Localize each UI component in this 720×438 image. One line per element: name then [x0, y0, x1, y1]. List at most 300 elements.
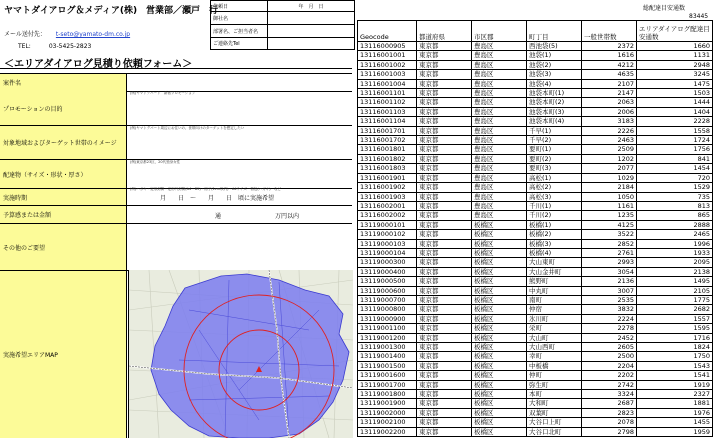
cell-district: 池袋(1) — [527, 51, 582, 60]
cell-city: 豊島区 — [472, 117, 527, 126]
row-note-purpose: (例)ヤマトデパート 新宿プロモーション — [130, 91, 196, 95]
cell-prefecture: 東京都 — [417, 258, 472, 267]
cell-delivery-estimate: 1558 — [637, 126, 713, 135]
cell-delivery-estimate: 865 — [637, 211, 713, 220]
cell-households: 2993 — [582, 258, 637, 267]
cell-prefecture: 東京都 — [417, 70, 472, 79]
cell-households: 2184 — [582, 183, 637, 192]
table-row[interactable] — [358, 399, 713, 408]
tel-number: 03-5425-2823 — [48, 43, 92, 50]
cell-prefecture: 東京都 — [417, 295, 472, 304]
cell-delivery-estimate: 1495 — [637, 277, 713, 286]
table-row[interactable] — [358, 201, 713, 210]
cell-district: 栄町 — [527, 324, 582, 333]
mail-line — [4, 29, 130, 38]
cell-district: 池袋(2) — [527, 60, 582, 69]
cell-district: 池袋(4) — [527, 79, 582, 88]
cell-prefecture: 東京都 — [417, 89, 472, 98]
cell-district: 池袋本町(1) — [527, 89, 582, 98]
cell-city: 板橋区 — [472, 361, 527, 370]
row-label-purpose: プロモーションの目的 — [0, 91, 127, 125]
cell-prefecture: 東京都 — [417, 390, 472, 399]
cell-prefecture: 東京都 — [417, 107, 472, 116]
cell-delivery-estimate: 1454 — [637, 164, 713, 173]
table-row[interactable] — [358, 239, 713, 248]
cell-city: 豊島区 — [472, 211, 527, 220]
cell-delivery-estimate: 1756 — [637, 145, 713, 154]
cell-delivery-estimate: 813 — [637, 201, 713, 210]
cell-geocode: 13119000500 — [358, 277, 417, 286]
cell-households: 2136 — [582, 277, 637, 286]
cell-geocode: 13116001803 — [358, 164, 417, 173]
table-row[interactable] — [358, 427, 713, 436]
cell-prefecture: 東京都 — [417, 183, 472, 192]
cell-households: 2500 — [582, 352, 637, 361]
cell-households: 3007 — [582, 286, 637, 295]
cell-city: 豊島区 — [472, 60, 527, 69]
company-name-label: 御社名 — [211, 12, 268, 25]
cell-city: 板橋区 — [472, 314, 527, 323]
cell-delivery-estimate: 1919 — [637, 380, 713, 389]
total-label: 総配達目安通数 — [643, 5, 686, 12]
table-row[interactable] — [358, 277, 713, 286]
cell-city: 板橋区 — [472, 418, 527, 427]
cell-delivery-estimate: 720 — [637, 173, 713, 182]
cell-households: 2452 — [582, 333, 637, 342]
cell-district: 池袋本町(4) — [527, 117, 582, 126]
cell-geocode: 13116001802 — [358, 154, 417, 163]
cell-city: 板橋区 — [472, 230, 527, 239]
cell-district: 大和町 — [527, 399, 582, 408]
col-households: 一般世帯数 — [582, 21, 637, 42]
cell-prefecture: 東京都 — [417, 230, 472, 239]
cell-households: 1616 — [582, 51, 637, 60]
cell-city: 板橋区 — [472, 305, 527, 314]
cell-delivery-estimate: 1976 — [637, 408, 713, 417]
cell-district: 双葉町 — [527, 408, 582, 417]
cell-city: 豊島区 — [472, 42, 527, 51]
col-geocode: Geocode — [358, 21, 417, 42]
cell-city: 板橋区 — [472, 408, 527, 417]
company-name-field[interactable] — [268, 12, 355, 25]
cell-delivery-estimate: 1541 — [637, 371, 713, 380]
department-field[interactable] — [268, 25, 355, 38]
cell-prefecture: 東京都 — [417, 201, 472, 210]
cell-district: 仲町 — [527, 371, 582, 380]
cell-geocode: 13119001700 — [358, 380, 417, 389]
cell-households: 2509 — [582, 145, 637, 154]
cell-district: 要町(3) — [527, 164, 582, 173]
col-prefecture: 都道府県 — [417, 21, 472, 42]
requester-info-table — [210, 0, 355, 50]
form-row-delivery-item[interactable] — [0, 160, 352, 189]
cell-prefecture: 東京都 — [417, 267, 472, 276]
cell-district: 池袋本町(3) — [527, 107, 582, 116]
cell-prefecture: 東京都 — [417, 333, 472, 342]
table-row[interactable] — [358, 333, 713, 342]
table-row[interactable] — [358, 107, 713, 116]
table-row[interactable] — [358, 380, 713, 389]
cell-prefecture: 東京都 — [417, 380, 472, 389]
cell-district: 西池袋(5) — [527, 42, 582, 51]
row-value-budget: 通 万円以内 — [215, 213, 300, 220]
delivery-area-region — [151, 274, 349, 438]
cell-geocode: 13119000400 — [358, 267, 417, 276]
cell-prefecture: 東京都 — [417, 42, 472, 51]
map-graphic — [129, 270, 353, 438]
cell-geocode: 13119000102 — [358, 230, 417, 239]
cell-district: 高松(2) — [527, 183, 582, 192]
cell-prefecture: 東京都 — [417, 286, 472, 295]
cell-delivery-estimate: 1131 — [637, 51, 713, 60]
cell-geocode: 13119002100 — [358, 418, 417, 427]
tel-line — [18, 43, 91, 50]
cell-geocode: 13119001300 — [358, 343, 417, 352]
cell-city: 豊島区 — [472, 154, 527, 163]
cell-prefecture: 東京都 — [417, 164, 472, 173]
cell-prefecture: 東京都 — [417, 324, 472, 333]
cell-delivery-estimate: 2327 — [637, 390, 713, 399]
form-row-schedule[interactable] — [0, 189, 352, 206]
cell-geocode: 13119001100 — [358, 324, 417, 333]
cell-households: 2687 — [582, 399, 637, 408]
cell-households: 4635 — [582, 70, 637, 79]
cell-geocode: 13116001701 — [358, 126, 417, 135]
cell-prefecture: 東京都 — [417, 117, 472, 126]
row-note-delivery-item: (例)東京都23区、20代独身女性 — [130, 160, 181, 164]
form-row-budget[interactable] — [0, 206, 352, 224]
cell-city: 板橋区 — [472, 380, 527, 389]
cell-delivery-estimate: 2682 — [637, 305, 713, 314]
table-row[interactable] — [358, 418, 713, 427]
row-label-other-requests: その他のご要望 — [0, 224, 127, 270]
cell-district: 千川(1) — [527, 201, 582, 210]
cell-delivery-estimate: 841 — [637, 154, 713, 163]
cell-city: 板橋区 — [472, 371, 527, 380]
cell-district: 板橋(2) — [527, 230, 582, 239]
cell-delivery-estimate: 1881 — [637, 399, 713, 408]
cell-households: 2224 — [582, 314, 637, 323]
table-row[interactable] — [358, 60, 713, 69]
cell-prefecture: 東京都 — [417, 98, 472, 107]
cell-district: 中板橋 — [527, 361, 582, 370]
cell-city: 豊島区 — [472, 145, 527, 154]
cell-geocode: 13116001001 — [358, 51, 417, 60]
cell-delivery-estimate: 2948 — [637, 60, 713, 69]
table-row[interactable] — [358, 230, 713, 239]
row-label-delivery-item: 配達物（サイズ・形状・厚さ） — [0, 160, 127, 188]
cell-households: 1235 — [582, 211, 637, 220]
cell-city: 豊島区 — [472, 107, 527, 116]
cell-delivery-estimate: 2228 — [637, 117, 713, 126]
table-row[interactable] — [358, 258, 713, 267]
cell-delivery-estimate: 1724 — [637, 136, 713, 145]
total-value: 83445 — [689, 13, 709, 20]
cell-households: 3832 — [582, 305, 637, 314]
cell-district: 大山西町 — [527, 343, 582, 352]
cell-city: 板橋区 — [472, 277, 527, 286]
table-row[interactable] — [358, 305, 713, 314]
cell-delivery-estimate: 735 — [637, 192, 713, 201]
cell-district: 大山東町 — [527, 258, 582, 267]
cell-city: 板橋区 — [472, 399, 527, 408]
cell-city: 豊島区 — [472, 201, 527, 210]
cell-district: 中丸町 — [527, 286, 582, 295]
table-row[interactable] — [358, 126, 713, 135]
table-row[interactable] — [358, 314, 713, 323]
cell-households: 2107 — [582, 79, 637, 88]
table-row[interactable] — [358, 98, 713, 107]
cell-district: 千早(1) — [527, 126, 582, 135]
row-note-delivery-item-example: (例)ハガキ・定形封筒・定形外封筒(A4・B5)・冊子(1cm以内)・A4サイズ一括包(ハガキ) など — [130, 187, 282, 191]
cell-city: 板橋区 — [472, 390, 527, 399]
cell-geocode: 13119000104 — [358, 248, 417, 257]
form-row-project[interactable] — [0, 73, 352, 92]
row-label-schedule: 実施時期 — [0, 189, 127, 205]
delivery-count-table — [357, 20, 713, 437]
row-label-project: 案件名 — [0, 74, 127, 91]
form-row-target[interactable] — [0, 126, 352, 160]
cell-city: 豊島区 — [472, 192, 527, 201]
cell-geocode: 13116000905 — [358, 42, 417, 51]
cell-delivery-estimate: 1455 — [637, 418, 713, 427]
cell-prefecture: 東京都 — [417, 408, 472, 417]
cell-district: 池袋本町(2) — [527, 98, 582, 107]
cell-prefecture: 東京都 — [417, 305, 472, 314]
table-row[interactable] — [358, 183, 713, 192]
cell-city: 板橋区 — [472, 295, 527, 304]
cell-delivery-estimate: 1595 — [637, 324, 713, 333]
table-row[interactable] — [358, 352, 713, 361]
cell-prefecture: 東京都 — [417, 399, 472, 408]
cell-geocode: 13116001003 — [358, 70, 417, 79]
cell-delivery-estimate: 1824 — [637, 343, 713, 352]
table-row[interactable] — [358, 361, 713, 370]
cell-geocode: 13119001500 — [358, 361, 417, 370]
cell-households: 1202 — [582, 154, 637, 163]
table-row[interactable] — [358, 136, 713, 145]
table-row[interactable] — [358, 89, 713, 98]
cell-city: 板橋区 — [472, 258, 527, 267]
cell-district: 高松(1) — [527, 173, 582, 182]
cell-city: 板橋区 — [472, 239, 527, 248]
cell-geocode: 13116002001 — [358, 201, 417, 210]
cell-geocode: 13116001702 — [358, 136, 417, 145]
cell-households: 2852 — [582, 239, 637, 248]
cell-district: 板橋(3) — [527, 239, 582, 248]
table-row[interactable] — [358, 154, 713, 163]
cell-geocode: 13119001600 — [358, 371, 417, 380]
cell-households: 2798 — [582, 427, 637, 436]
cell-city: 板橋区 — [472, 248, 527, 257]
cell-prefecture: 東京都 — [417, 352, 472, 361]
cell-city: 板橋区 — [472, 352, 527, 361]
cell-delivery-estimate: 1716 — [637, 333, 713, 342]
cell-households: 2077 — [582, 164, 637, 173]
cell-district: 大山町 — [527, 333, 582, 342]
cell-district: 幸町 — [527, 352, 582, 361]
cell-city: 豊島区 — [472, 98, 527, 107]
form-row-purpose[interactable] — [0, 91, 352, 126]
cell-district: 要町(2) — [527, 154, 582, 163]
cell-geocode: 13119000700 — [358, 295, 417, 304]
cell-geocode: 13119000900 — [358, 314, 417, 323]
cell-prefecture: 東京都 — [417, 314, 472, 323]
cell-households: 2463 — [582, 136, 637, 145]
cell-district: 大山金井町 — [527, 267, 582, 276]
cell-district: 弥生町 — [527, 380, 582, 389]
cell-city: 豊島区 — [472, 70, 527, 79]
table-row[interactable] — [358, 220, 713, 229]
cell-households: 2006 — [582, 107, 637, 116]
table-row[interactable] — [358, 343, 713, 352]
date-field[interactable] — [268, 1, 355, 12]
cell-prefecture: 東京都 — [417, 418, 472, 427]
table-row[interactable] — [358, 117, 713, 126]
row-label-target: 対象地域およびターゲット世帯のイメージ — [0, 126, 127, 159]
tel-label: TEL: — [18, 43, 31, 50]
table-row[interactable] — [358, 164, 713, 173]
cell-geocode: 13119000600 — [358, 286, 417, 295]
cell-city: 板橋区 — [472, 343, 527, 352]
department-label: 部署名、ご担当者名 — [211, 25, 268, 38]
form-row-other-requests[interactable] — [0, 224, 352, 271]
cell-prefecture: 東京都 — [417, 173, 472, 182]
cell-district: 千川(2) — [527, 211, 582, 220]
cell-households: 1050 — [582, 192, 637, 201]
cell-households: 3054 — [582, 267, 637, 276]
cell-delivery-estimate: 1775 — [637, 295, 713, 304]
mail-label: メール送付先： — [4, 31, 46, 38]
cell-city: 板橋区 — [472, 220, 527, 229]
table-row[interactable] — [358, 192, 713, 201]
cell-delivery-estimate: 2138 — [637, 267, 713, 276]
cell-households: 2278 — [582, 324, 637, 333]
table-header-row — [358, 21, 713, 42]
cell-households: 2147 — [582, 89, 637, 98]
cell-geocode: 13119002000 — [358, 408, 417, 417]
cell-households: 2204 — [582, 361, 637, 370]
table-row[interactable] — [358, 51, 713, 60]
cell-households: 3324 — [582, 390, 637, 399]
cell-delivery-estimate: 1557 — [637, 314, 713, 323]
cell-city: 豊島区 — [472, 89, 527, 98]
col-delivery-estimate: エリアダイアログ配達目安通数 — [637, 21, 713, 42]
cell-geocode: 13119000800 — [358, 305, 417, 314]
table-row[interactable] — [358, 286, 713, 295]
table-row[interactable] — [358, 371, 713, 380]
cell-households: 2372 — [582, 42, 637, 51]
table-row[interactable] — [358, 248, 713, 257]
cell-prefecture: 東京都 — [417, 126, 472, 135]
table-row[interactable] — [358, 211, 713, 220]
cell-geocode: 13119001900 — [358, 399, 417, 408]
contact-tel-field[interactable] — [268, 38, 355, 50]
table-row[interactable] — [358, 79, 713, 88]
cell-city: 豊島区 — [472, 164, 527, 173]
table-row[interactable] — [358, 42, 713, 51]
cell-prefecture: 東京都 — [417, 136, 472, 145]
cell-district: 本町 — [527, 390, 582, 399]
col-district: 町丁目 — [527, 21, 582, 42]
cell-households: 2761 — [582, 248, 637, 257]
cell-geocode: 13116002002 — [358, 211, 417, 220]
cell-prefecture: 東京都 — [417, 79, 472, 88]
cell-district: 大谷口上町 — [527, 418, 582, 427]
mail-link[interactable]: t-seto@yamato-dm.co.jp — [55, 31, 131, 38]
cell-delivery-estimate: 1503 — [637, 89, 713, 98]
cell-delivery-estimate: 1529 — [637, 183, 713, 192]
cell-delivery-estimate: 2095 — [637, 258, 713, 267]
table-row[interactable] — [358, 173, 713, 182]
cell-prefecture: 東京都 — [417, 145, 472, 154]
cell-district: 千早(2) — [527, 136, 582, 145]
cell-households: 2202 — [582, 371, 637, 380]
table-row[interactable] — [358, 70, 713, 79]
cell-district: 大谷口北町 — [527, 427, 582, 436]
cell-geocode: 13119002200 — [358, 427, 417, 436]
cell-geocode: 13116001801 — [358, 145, 417, 154]
table-row[interactable] — [358, 324, 713, 333]
cell-households: 2226 — [582, 126, 637, 135]
cell-households: 2078 — [582, 418, 637, 427]
table-row[interactable] — [358, 408, 713, 417]
cell-prefecture: 東京都 — [417, 427, 472, 436]
cell-district: 板橋(1) — [527, 220, 582, 229]
row-label-budget: 予算感または金額 — [0, 206, 127, 223]
cell-delivery-estimate: 2465 — [637, 230, 713, 239]
cell-households: 4125 — [582, 220, 637, 229]
cell-prefecture: 東京都 — [417, 211, 472, 220]
cell-city: 板橋区 — [472, 267, 527, 276]
cell-households: 4212 — [582, 60, 637, 69]
cell-district: 板橋(4) — [527, 248, 582, 257]
cell-prefecture: 東京都 — [417, 248, 472, 257]
cell-delivery-estimate: 1750 — [637, 352, 713, 361]
cell-delivery-estimate: 1996 — [637, 239, 713, 248]
cell-city: 板橋区 — [472, 286, 527, 295]
cell-geocode: 13119000300 — [358, 258, 417, 267]
date-value: 年 月 日 — [298, 3, 324, 10]
cell-geocode: 13116001902 — [358, 183, 417, 192]
cell-prefecture: 東京都 — [417, 371, 472, 380]
cell-geocode: 13116001102 — [358, 98, 417, 107]
form-top-border — [0, 68, 352, 69]
cell-households: 3522 — [582, 230, 637, 239]
cell-households: 2535 — [582, 295, 637, 304]
cell-district: 池袋(3) — [527, 70, 582, 79]
cell-delivery-estimate: 1543 — [637, 361, 713, 370]
cell-delivery-estimate: 1444 — [637, 98, 713, 107]
table-row[interactable] — [358, 145, 713, 154]
cell-city: 豊島区 — [472, 51, 527, 60]
cell-geocode: 13116001101 — [358, 89, 417, 98]
cell-city: 豊島区 — [472, 126, 527, 135]
cell-households: 1029 — [582, 173, 637, 182]
delivery-area-map[interactable] — [128, 270, 353, 438]
table-row[interactable] — [358, 267, 713, 276]
table-row[interactable] — [358, 295, 713, 304]
cell-households: 2063 — [582, 98, 637, 107]
cell-delivery-estimate: 2105 — [637, 286, 713, 295]
cell-delivery-estimate: 1404 — [637, 107, 713, 116]
table-row[interactable] — [358, 390, 713, 399]
cell-geocode: 13116001901 — [358, 173, 417, 182]
cell-delivery-estimate: 1660 — [637, 42, 713, 51]
cell-geocode: 13119001400 — [358, 352, 417, 361]
cell-prefecture: 東京都 — [417, 361, 472, 370]
cell-geocode: 13119001200 — [358, 333, 417, 342]
